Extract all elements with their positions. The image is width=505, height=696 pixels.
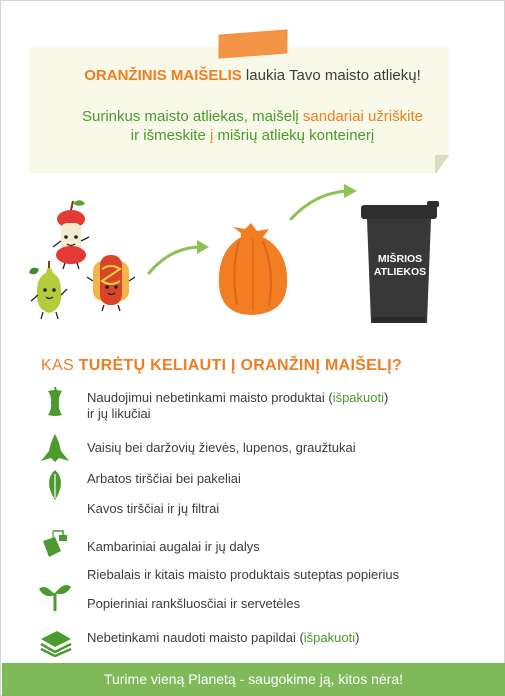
hotdog-character	[87, 255, 135, 311]
item-text-after: )	[355, 630, 360, 645]
item-text-main: Naudojimui nebetinkami maisto produktai (	[87, 390, 333, 405]
note-headline	[1, 67, 504, 84]
pear-character	[29, 261, 67, 319]
note-instruction-part1: Surinkus maisto atliekas, maišelį	[82, 108, 303, 125]
bin-label	[368, 253, 432, 279]
orange-bag-icon	[219, 223, 287, 315]
item-text-line2: ir jų likučiai	[87, 406, 151, 421]
item-text: Riebalais ir kitais maisto produktais suteptas popierius	[87, 567, 400, 582]
item-text: Vaisių bei daržovių žievės, lupenos, graužtukai	[87, 440, 356, 455]
leaf-icon	[37, 469, 73, 501]
item-text: Kavos tirščiai ir jų filtrai	[87, 501, 220, 516]
section-heading	[41, 357, 402, 375]
note-instruction-highlight1: sandariai užriškite	[302, 108, 423, 125]
note-instruction-highlight2: į	[209, 127, 214, 144]
sprout-icon	[37, 581, 73, 613]
item-text	[87, 390, 477, 422]
bin-label-line1: MIŠRIOS	[377, 253, 423, 265]
item-text-after: )	[384, 390, 389, 405]
arrow-to-bag-icon	[149, 240, 209, 273]
note-instruction-part3: mišrių atliekų konteinerį	[213, 127, 375, 144]
arrow-to-bin-icon	[291, 184, 357, 219]
item-text	[87, 630, 477, 646]
item-text-highlight: išpakuoti	[332, 390, 384, 405]
item-text-highlight: išpakuoti	[303, 630, 356, 645]
note-headline-bold: ORANŽINIS MAIŠELIS	[84, 67, 242, 84]
item-text-main: Nebetinkami naudoti maisto papildai (	[87, 630, 304, 645]
apple-core-icon	[37, 385, 73, 417]
apple-core-character	[53, 200, 89, 269]
note-instruction-part2: ir išmeskite	[130, 127, 210, 144]
item-text: Popieriniai rankšluosčiai ir servetėles	[87, 596, 301, 611]
item-text: Arbatos tirščiai bei pakeliai	[87, 471, 241, 486]
napkins-icon	[37, 625, 73, 657]
note-instruction	[1, 107, 504, 145]
bin-label-line2: ATLIEKOS	[373, 266, 427, 278]
banana-peel-icon	[37, 431, 73, 463]
item-text: Kambariniai augalai ir jų dalys	[87, 539, 260, 554]
heading-rest: TURĖTŲ KELIAUTI Į ORANŽINĮ MAIŠELĮ?	[78, 357, 403, 374]
footer-banner: Turime vieną Planetą - saugokime ją, kitos nėra!	[2, 663, 505, 696]
heading-kas: KAS	[41, 357, 79, 374]
note-headline-rest: laukia Tavo maisto atliekų!	[241, 67, 421, 84]
tea-bag-icon	[37, 529, 73, 561]
note-fold	[435, 155, 449, 173]
